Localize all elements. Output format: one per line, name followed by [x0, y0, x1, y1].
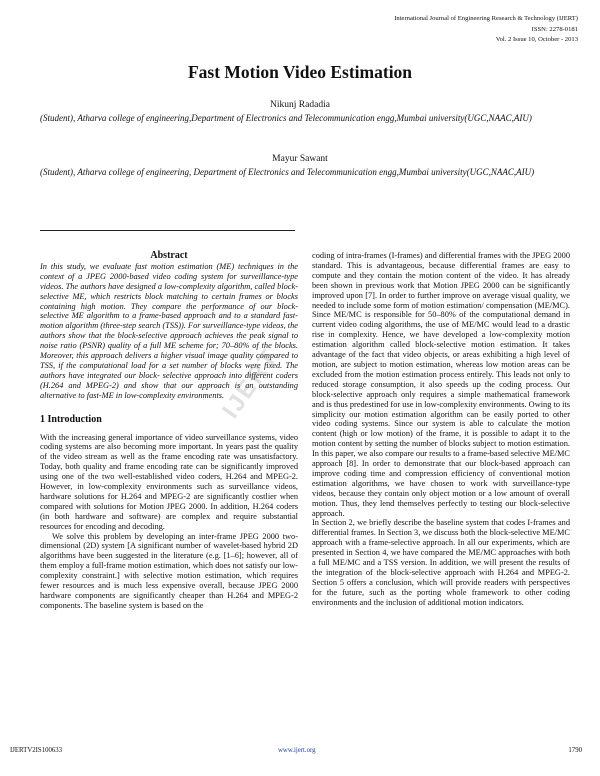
author-name-1: Nikunj Radadia: [270, 100, 330, 110]
journal-name: International Journal of Engineering Research & Technology (IJERT): [394, 15, 578, 22]
author-affiliation-1: (Student), Atharva college of engineering,Department of Electronics and Telecommunication engg,Mumbai university(UGC,NAAC,AIU): [40, 113, 532, 123]
footer-paper-id: IJERTV2IS100633: [10, 747, 63, 754]
ijert-watermark: IJERT: [217, 344, 285, 424]
introduction-heading: 1 Introduction: [40, 413, 102, 425]
author-name-2: Mayur Sawant: [272, 154, 328, 164]
right-column: [312, 251, 570, 608]
paper-title: Fast Motion Video Estimation: [187, 62, 413, 82]
journal-header: [394, 14, 578, 46]
intro-paragraph-3: coding of intra-frames (I-frames) and differential frames with the JPEG 2000 standard. This is advantageous, because differential frames are easy to compute and they contain the motion content of the video. It has already been shown in previous work that Motion JPEG 2000 can be significantly improved upon [7]. In order to further improve on average visual quality, we needed to include some form of motion estimation/ compensation (ME/MC). Since ME/MC is responsible for 50–80% of the computational demand in current video coding algorithms, the use of ME/MC would lead to a drastic rise in complexity. Hence, we have developed a low-complexity motion estimation algorithm called block-selective motion estimation. It takes advantage of the fact that video objects, or areas exhibiting a high level of motion, are subject to motion estimation, whereas low motion areas can be excluded from the motion estimation process entirely. This leads not only to reduced storage consumption, it also speeds up the coding process. Our block-selective approach only requires a simple mathematical framework and is thus predestined for use in low-complexity environments. Owing to its simplicity our motion estimation algorithm can be easily ported to other video coding systems. Since our system is able to calculate the motion content (high or low motion) of the frame, it is possible to adapt it to the motion content by setting the number of blocks subject to motion estimation. In this paper, we also compare our results to a frame-based selective ME/MC approach [8]. In order to demonstrate that our block-based approach can improve coding time and compression efficiency of conventional motion estimation algorithms, we have chosen to work with surveillance-type videos, because they contain only object motion or a low amount of overall motion. Thus, they lend themselves perfectly to testing our block-selective approach.: [312, 251, 570, 518]
abstract-text: In this study, we evaluate fast motion estimation (ME) techniques in the context of a JPEG 2000-based video coding system for surveillance-type videos. The authors have designed a low-complexity algorithm, called block-selective ME, which restricts block matching to certain frames or blocks containing high motion. They compare the performance of our block- selective ME algorithm to a frame-based approach and to a standard fast-motion algorithm (three-step search (TSS)). For surveillance-type videos, the authors show that the block-selective approach achieves the peak signal to noise ratio (PSNR) quality of a full ME scheme for; 70–80% of the blocks. Moreover, this approach delivers a higher visual image quality compared to TSS, if the computational load for a set number of blocks were fixed. The authors have integrated our block- selective approach into different coders (H.264 and MPEG-2) and show that our approach is an outstanding alternative to fast-ME in low-complexity environments.: [40, 261, 298, 400]
author-affiliation-2: (Student), Atharva college of engineering, Department of Electronics and Telecommunication engg,Mumbai university(UGC,NAAC,AIU): [40, 167, 535, 177]
intro-paragraph-1: With the increasing general importance of video surveillance systems, video coding systems are also becoming more important. In years past the quality of the video stream as well as the frame encoding rate was unsatisfactory. Today, both quality and frame encoding rate can be significantly improved using one of the two well-established video coders, H.264 and MPEG-2. However, in low-complexity environments such as surveillance videos, hardware solutions for H.264 and MPEG-2 are significantly costlier when compared with solutions for Motion JPEG 2000. In addition, H.264 coders (in both hardware and software) are complex and require substantial resources for encoding and decoding.: [40, 432, 298, 531]
footer-website-link[interactable]: www.ijert.org: [278, 747, 316, 754]
abstract-heading: Abstract: [150, 250, 188, 261]
volume-issue: Vol. 2 Issue 10, October - 2013: [495, 36, 578, 43]
issn: ISSN: 2278-0181: [531, 25, 578, 33]
separator-rule: [40, 230, 295, 231]
intro-paragraph-4: In Section 2, we briefly describe the baseline system that codes I-frames and differential frames. In Section 3, we discuss both the block-selective ME/MC approach with a frame-selective approach. In all our experiments, which are presented in Section 4, we have compared the ME/MC approaches with both a full ME/MC and a TSS version. In addition, we will present the results of the integration of the block-selective approach with H.264 and MPEG-2. Section 5 offers a conclusion, which will provide readers with perspectives for the future, such as the porting whole framework to other coding environments and the inclusion of additional motion indicators.: [312, 518, 570, 607]
left-column: [40, 251, 298, 611]
intro-paragraph-2: We solve this problem by developing an inter-frame JPEG 2000 two-dimensional (2D) system [A significant number of wavelet-based hybrid 2D algorithms have been suggested in the literature (e.g. [1–6]; however, all of them employ a full-frame motion estimation, which does not satisfy our low-complexity constraint.] with selective motion estimation, which requires fewer resources and is much less expensive overall, because JPEG 2000 hardware components are significantly cheaper than H.264 and MPEG-2 components. The baseline system is based on the: [40, 531, 298, 610]
footer-page-number: 1790: [568, 747, 582, 754]
